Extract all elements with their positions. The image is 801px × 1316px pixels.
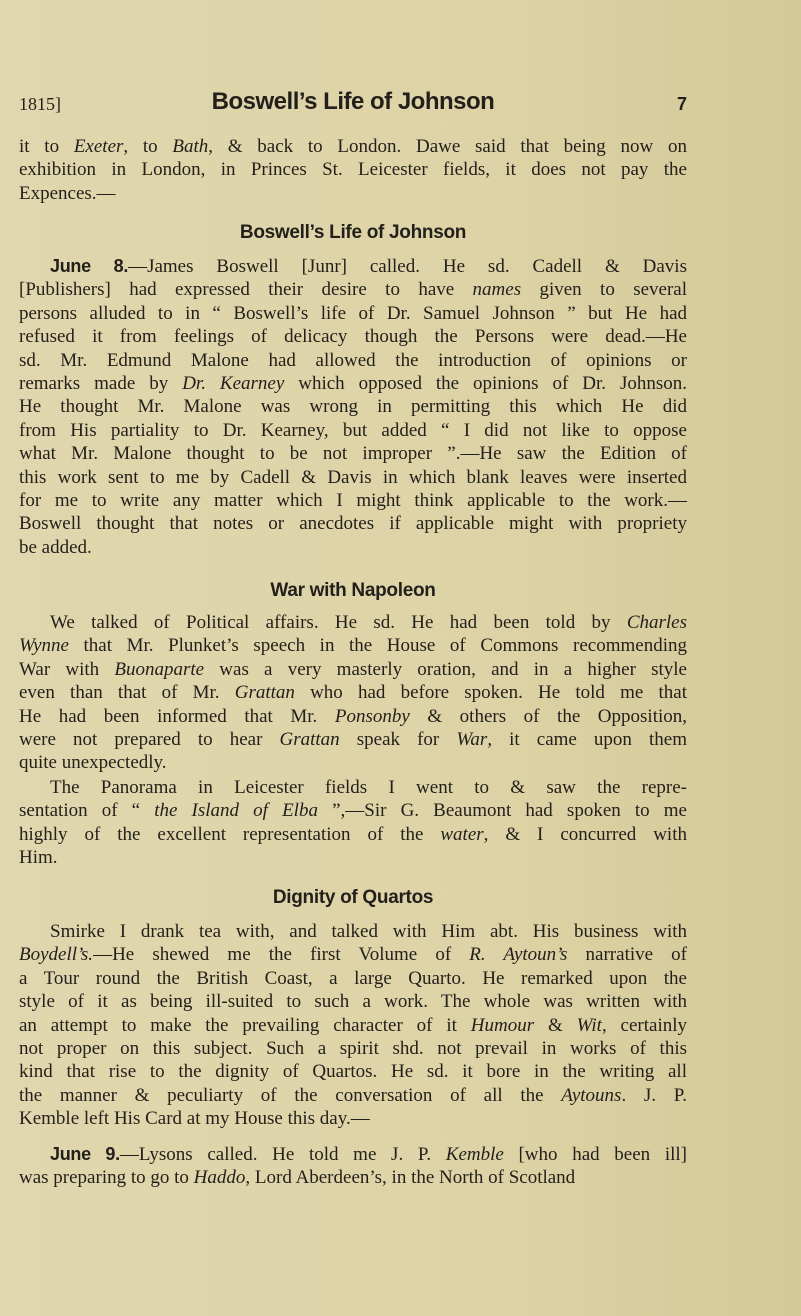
- text-segment: Him.: [19, 847, 58, 869]
- text-segment: which opposed the opinions of Dr. Johnson.: [284, 372, 687, 394]
- text-line: [19, 1107, 687, 1130]
- text-segment: refused it from feelings of delicacy though the Persons were dead.—He: [19, 326, 687, 348]
- text-segment: an attempt to make the prevailing character of it: [19, 1014, 471, 1036]
- text-line: [19, 846, 687, 869]
- text-segment: —James Boswell [Junr] called. He sd. Cadell & Davis: [128, 256, 687, 277]
- text-segment: Expences.—: [19, 182, 116, 204]
- text-line: [19, 278, 687, 301]
- text-segment: , certainly: [601, 1014, 688, 1036]
- italic-text: Dr. Kearney: [182, 372, 285, 394]
- text-segment: be added.: [19, 536, 92, 558]
- text-segment: Kemble left His Card at my House this day.—: [19, 1108, 370, 1130]
- text-segment: He had been informed that Mr.: [19, 705, 335, 727]
- text-segment: . J. P.: [621, 1084, 687, 1106]
- text-line: [19, 442, 687, 465]
- italic-text: War: [456, 728, 488, 750]
- text-line: [19, 634, 687, 657]
- section-heading-boswell: Boswell’s Life of Johnson: [239, 222, 467, 243]
- text-segment: He thought Mr. Malone was wrong in permitting this which He did: [19, 396, 687, 418]
- text-line: [19, 1166, 687, 1189]
- text-line: [19, 967, 687, 990]
- text-segment: &: [534, 1014, 577, 1036]
- italic-text: R. Aytoun’s: [469, 944, 568, 966]
- text-segment: from His partiality to Dr. Kearney, but added “ I did not like to oppose: [19, 419, 687, 441]
- text-line: [19, 751, 687, 774]
- text-line: [19, 823, 687, 846]
- text-line: [19, 135, 687, 158]
- text-segment: was preparing to go to: [19, 1167, 194, 1189]
- text-segment: [Publishers] had expressed their desire to have: [19, 279, 473, 301]
- text-segment: narrative of: [567, 944, 687, 966]
- text-segment: The Panorama in Leicester fields I went to & saw the repre-: [50, 777, 687, 798]
- text-segment: kind that rise to the dignity of Quartos. He sd. it bore in the writing all: [19, 1061, 687, 1083]
- text-line: [19, 920, 687, 943]
- text-segment: [who had been ill]: [503, 1144, 687, 1165]
- text-segment: this work sent to me by Cadell & Davis in which blank leaves were inserted: [19, 466, 687, 488]
- italic-text: Humour: [470, 1014, 535, 1036]
- text-segment: , & back to London. Dawe said that being now on: [208, 136, 687, 157]
- text-line: [19, 1143, 687, 1166]
- text-line: [19, 705, 687, 728]
- italic-text: the Island of Elba: [154, 800, 318, 822]
- text-line: [19, 1084, 687, 1107]
- text-line: [19, 799, 687, 822]
- text-segment: sd. Mr. Edmund Malone had allowed the introduction of opinions or: [19, 349, 687, 371]
- text-segment: , it came upon them: [487, 728, 687, 750]
- text-segment: —Lysons called. He told me J. P.: [119, 1144, 446, 1165]
- text-line: [19, 325, 687, 348]
- italic-text: Buonaparte: [114, 658, 205, 680]
- text-segment: for me to write any matter which I might think applicable to the work.—: [19, 489, 687, 511]
- italic-text: water: [440, 823, 484, 845]
- paragraph-june-9: [19, 1143, 687, 1190]
- text-line: [19, 372, 687, 395]
- paragraph-continuation: [19, 135, 687, 205]
- text-line: [19, 512, 687, 535]
- italic-text: Charles: [626, 612, 687, 633]
- text-segment: it to: [19, 136, 74, 157]
- italic-text: names: [472, 279, 522, 301]
- paragraph-panorama: [19, 776, 687, 870]
- text-segment: —He shewed me the first Volume of: [93, 944, 470, 966]
- text-line: [19, 1060, 687, 1083]
- text-segment: remarks made by: [19, 372, 183, 394]
- text-segment: highly of the excellent representation of the: [19, 823, 441, 845]
- paragraph-political-affairs: [19, 611, 687, 775]
- text-line: [19, 943, 687, 966]
- text-line: [19, 158, 687, 181]
- italic-text: Ponsonby: [334, 705, 410, 727]
- italic-text: Exeter: [73, 136, 124, 157]
- entry-date: June 9.: [50, 1144, 120, 1164]
- text-line: [19, 255, 687, 278]
- italic-text: Aytouns: [561, 1084, 622, 1106]
- text-line: [19, 658, 687, 681]
- text-segment: was a very masterly oration, and in a higher style: [204, 658, 687, 680]
- text-segment: quite unexpectedly.: [19, 752, 167, 774]
- text-line: [19, 302, 687, 325]
- italic-text: Haddo: [193, 1167, 246, 1189]
- text-segment: Boswell thought that notes or anecdotes if applicable might with propriety: [19, 513, 687, 535]
- italic-text: Bath: [172, 136, 209, 157]
- text-line: [19, 1014, 687, 1037]
- text-segment: that Mr. Plunket’s speech in the House of Commons recommending: [68, 635, 687, 657]
- text-segment: , to: [123, 136, 173, 157]
- text-line: [19, 419, 687, 442]
- entry-date: June 8.: [50, 256, 129, 276]
- section-heading-war: War with Napoleon: [270, 580, 436, 601]
- italic-text: Grattan: [279, 728, 340, 750]
- text-line: [19, 182, 687, 205]
- text-segment: the manner & peculiarty of the conversation of all the: [19, 1084, 562, 1106]
- text-line: [19, 681, 687, 704]
- text-line: [19, 466, 687, 489]
- text-segment: not proper on this subject. Such a spirit shd. not prevail in works of this: [19, 1037, 687, 1059]
- page-number: 7: [676, 94, 687, 114]
- text-segment: Smirke I drank tea with, and talked with Him abt. His business with: [50, 921, 687, 942]
- text-segment: We talked of Political affairs. He sd. He had been told by: [50, 612, 627, 633]
- text-segment: persons alluded to in “ Boswell’s life of Dr. Samuel Johnson ” but He had: [19, 302, 687, 324]
- text-line: [19, 776, 687, 799]
- text-segment: War with: [19, 658, 115, 680]
- running-head-title: Boswell’s Life of Johnson: [211, 88, 495, 115]
- italic-text: Grattan: [234, 682, 295, 704]
- text-segment: & others of the Opposition,: [409, 705, 688, 727]
- text-line: [19, 1037, 687, 1060]
- text-segment: sentation of “: [19, 800, 155, 822]
- text-segment: speak for: [339, 728, 457, 750]
- text-line: [19, 395, 687, 418]
- text-segment: were not prepared to hear: [19, 728, 280, 750]
- text-segment: given to several: [521, 279, 687, 301]
- text-line: [19, 349, 687, 372]
- text-segment: who had before spoken. He told me that: [294, 682, 687, 704]
- text-segment: style of it as being ill-suited to such a work. The whole was written with: [19, 991, 687, 1013]
- italic-text: Wynne: [19, 635, 69, 657]
- text-line: [19, 990, 687, 1013]
- italic-text: Boydell’s.: [19, 944, 94, 966]
- text-segment: even than that of Mr.: [19, 682, 235, 704]
- paragraph-june-8: [19, 255, 687, 559]
- text-segment: , & I concurred with: [483, 823, 687, 845]
- text-segment: , Lord Aberdeen’s, in the North of Scotland: [245, 1167, 576, 1189]
- italic-text: Wit: [576, 1014, 602, 1036]
- section-heading-quartos: Dignity of Quartos: [272, 887, 434, 908]
- text-segment: ”,—Sir G. Beaumont had spoken to me: [317, 800, 687, 822]
- text-segment: what Mr. Malone thought to be not improper ”.—He saw the Edition of: [19, 443, 687, 465]
- text-line: [19, 489, 687, 512]
- running-head: [19, 88, 687, 118]
- text-segment: exhibition in London, in Princes St. Leicester fields, it does not pay the: [19, 159, 687, 181]
- running-head-year: 1815]: [19, 94, 61, 114]
- paragraph-smirke: [19, 920, 687, 1131]
- text-segment: a Tour round the British Coast, a large Quarto. He remarked upon the: [19, 967, 687, 989]
- text-line: [19, 536, 687, 559]
- italic-text: Kemble: [445, 1144, 504, 1165]
- text-line: [19, 611, 687, 634]
- text-line: [19, 728, 687, 751]
